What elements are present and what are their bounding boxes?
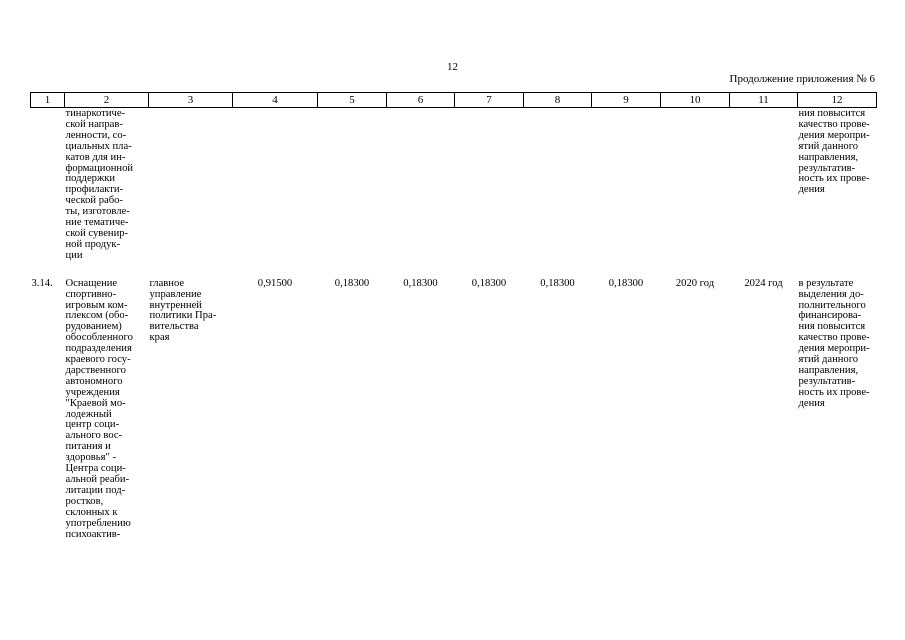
column-header: 3: [149, 93, 233, 108]
funding-year-value: 0,18300: [540, 277, 575, 289]
funding-year-value: [318, 108, 387, 262]
column-header: 10: [661, 93, 730, 108]
row-number: 3.14.: [31, 277, 53, 289]
column-header: 7: [455, 93, 524, 108]
continuation-label: Продолжение приложения № 6: [729, 73, 875, 85]
start-year: [661, 108, 730, 262]
funding-year-value: [455, 108, 524, 262]
expected-result: в результате выделения до- полнительного финансирова- ния повысится качество прове- дения меропри- ятий данного направления, результатив- ность их прове- дения: [798, 277, 870, 409]
measure-description: тинаркотиче- ской направ- ленности, со- циальных пла- катов для ин- формационной поддержки профилакти- ческой рабо- ты, изготовле- ние тематиче- ской сувенир- ной продук- ции: [65, 108, 134, 261]
column-header: 2: [65, 93, 149, 108]
expected-result: ния повысится качество прове- дения меропри- ятий данного направления, результатив- ность их прове- дения: [798, 108, 870, 196]
column-header: 11: [730, 93, 798, 108]
end-year: 2024 год: [744, 277, 783, 289]
funding-year-value: 0,18300: [608, 277, 644, 289]
start-year: 2020 год: [675, 277, 715, 289]
funding-total: 0,91500: [257, 277, 293, 289]
page-number: 12: [447, 61, 458, 73]
funding-year-value: 0,18300: [403, 277, 438, 289]
column-header: 5: [318, 93, 387, 108]
funding-year-value: [592, 108, 661, 262]
funding-year-value: 0,18300: [334, 277, 370, 289]
responsible-executor: главное управление внутренней политики Пра- вительства края: [149, 277, 217, 344]
responsible-executor: [149, 108, 233, 262]
table-row-continued: [31, 108, 877, 262]
column-header: 1: [31, 93, 65, 108]
appendix-table: [30, 92, 877, 540]
column-header: 9: [592, 93, 661, 108]
funding-year-value: [387, 108, 455, 262]
measure-description: Оснащение спортивно- игровым ком- плексом (обо- рудованием) обособленного подразделения краевого госу- дарственного автономного учреждения "Краевой мо- лодежный центр соци- ального вос- питания и здоровья" - Центра соци- альной реаби- литации под- ростков, склонных к употреблению психоактив-: [65, 277, 133, 540]
column-header: 8: [524, 93, 592, 108]
funding-total: [233, 108, 318, 262]
end-year: [730, 108, 798, 262]
column-number-row: [31, 93, 877, 108]
column-header: 12: [798, 93, 877, 108]
funding-year-value: [524, 108, 592, 262]
row-number: [31, 108, 65, 262]
column-header: 6: [387, 93, 455, 108]
table-row: [31, 262, 877, 541]
funding-year-value: 0,18300: [471, 277, 507, 289]
column-header: 4: [233, 93, 318, 108]
